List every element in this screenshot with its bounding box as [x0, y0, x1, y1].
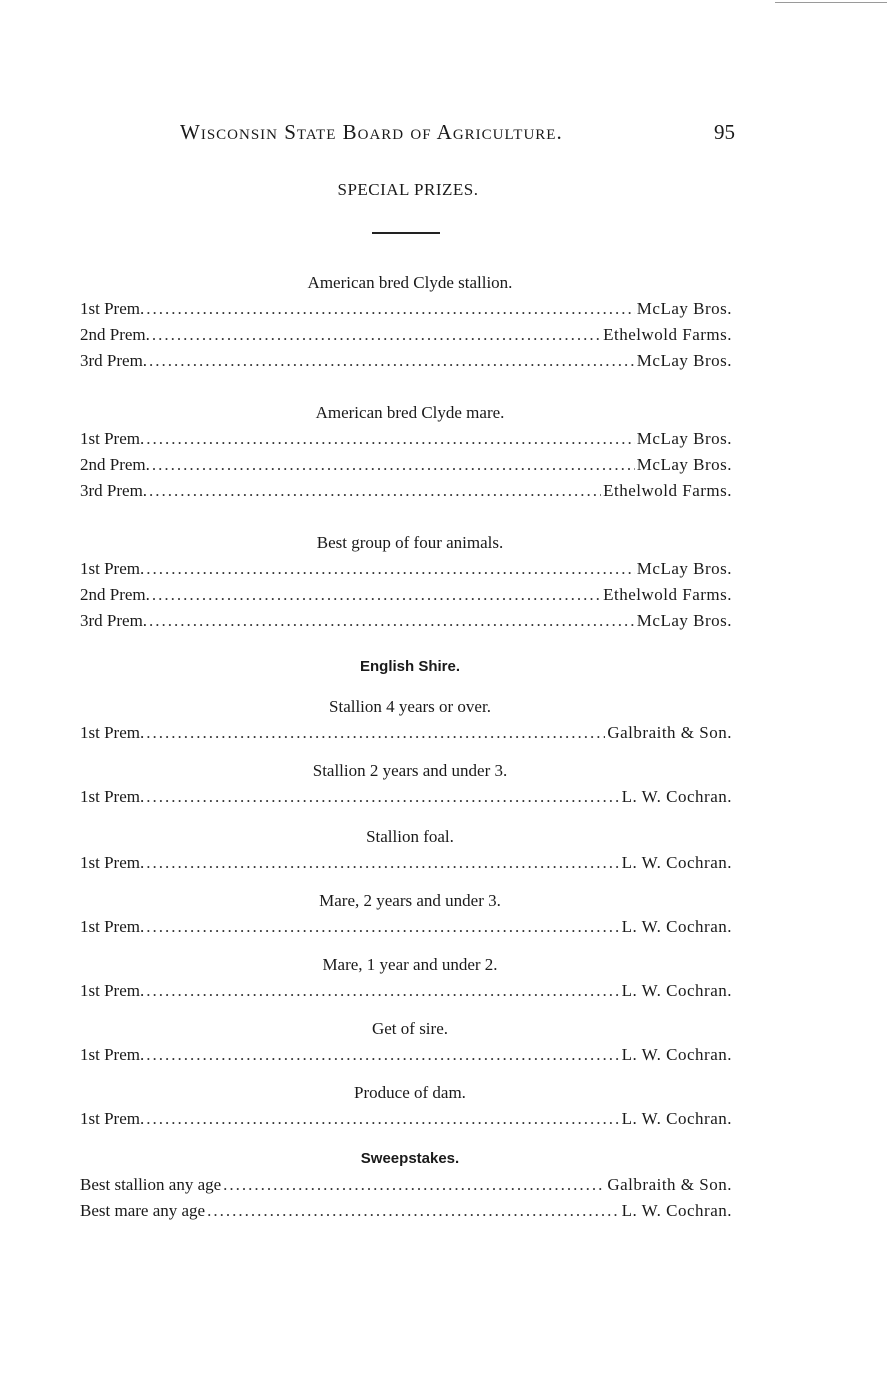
prize-winner: McLay Bros.	[636, 351, 732, 370]
prize-section	[80, 1146, 732, 1224]
prize-label: 1st Prem.	[80, 559, 145, 578]
prize-label: 2nd Prem.	[80, 325, 150, 344]
dot-leader	[149, 348, 635, 374]
prize-section	[80, 530, 732, 634]
prize-label: 3rd Prem.	[80, 351, 148, 370]
prize-label: 2nd Prem.	[80, 455, 150, 474]
prize-label: 3rd Prem.	[80, 611, 148, 630]
prize-label: 1st Prem.	[80, 917, 145, 936]
prize-section	[80, 1016, 732, 1068]
prize-list	[80, 258, 732, 1224]
prize-entry	[80, 452, 732, 478]
prize-entry	[80, 322, 732, 348]
section-heading: American bred Clyde stallion.	[307, 273, 513, 292]
prize-entry	[80, 1172, 732, 1198]
prize-entry	[80, 478, 732, 504]
section-heading: Produce of dam.	[354, 1083, 466, 1102]
prize-winner: McLay Bros.	[636, 559, 732, 578]
section-heading: Mare, 1 year and under 2.	[322, 955, 498, 974]
page-title: SPECIAL PRIZES.	[337, 180, 479, 199]
prize-label: 1st Prem.	[80, 981, 145, 1000]
prize-winner: L. W. Cochran.	[621, 1201, 732, 1220]
prize-entry	[80, 296, 732, 322]
section-heading: Stallion 2 years and under 3.	[312, 761, 508, 780]
running-header	[180, 120, 740, 150]
prize-label: 1st Prem.	[80, 1045, 145, 1064]
prize-entry	[80, 850, 732, 876]
dot-leader	[146, 426, 635, 452]
section-heading: Get of sire.	[371, 1019, 448, 1038]
section-heading: American bred Clyde mare.	[315, 403, 505, 422]
dot-leader	[146, 850, 619, 876]
prize-winner: Galbraith & Son.	[607, 1175, 732, 1194]
prize-entry	[80, 1042, 732, 1068]
prize-label: 1st Prem.	[80, 787, 145, 806]
prize-entry	[80, 1198, 732, 1224]
prize-section	[80, 952, 732, 1004]
dot-leader	[149, 478, 601, 504]
dot-leader	[146, 784, 619, 810]
dot-leader	[146, 296, 635, 322]
prize-winner: Ethelwold Farms.	[603, 325, 732, 344]
prize-entry	[80, 348, 732, 374]
prize-entry	[80, 582, 732, 608]
prize-label: Best stallion any age	[80, 1175, 222, 1194]
dot-leader	[207, 1198, 620, 1224]
dot-leader	[149, 608, 635, 634]
prize-winner: L. W. Cochran.	[621, 787, 732, 806]
prize-section	[80, 270, 732, 374]
dot-leader	[152, 582, 601, 608]
prize-section	[80, 824, 732, 876]
dot-leader	[146, 556, 635, 582]
prize-winner: McLay Bros.	[636, 455, 732, 474]
prize-winner: McLay Bros.	[636, 299, 732, 318]
page-number: 95	[714, 120, 735, 144]
section-heading: Stallion foal.	[366, 827, 454, 846]
section-heading: Stallion 4 years or over.	[329, 697, 491, 716]
prize-section	[80, 694, 732, 746]
prize-entry	[80, 608, 732, 634]
prize-section	[80, 888, 732, 940]
prize-label: Best mare any age	[80, 1201, 206, 1220]
prize-label: 1st Prem.	[80, 429, 145, 448]
dot-leader	[146, 1106, 619, 1132]
prize-winner: Ethelwold Farms.	[603, 585, 732, 604]
dot-leader	[152, 452, 635, 478]
prize-label: 2nd Prem.	[80, 585, 150, 604]
prize-winner: L. W. Cochran.	[621, 853, 732, 872]
prize-entry	[80, 784, 732, 810]
prize-winner: Galbraith & Son.	[607, 723, 732, 742]
dot-leader	[152, 322, 601, 348]
title-rule	[372, 232, 440, 234]
section-heading: Sweepstakes.	[360, 1150, 460, 1167]
prize-label: 1st Prem.	[80, 299, 145, 318]
prize-winner: L. W. Cochran.	[621, 917, 732, 936]
prize-label: 1st Prem.	[80, 853, 145, 872]
prize-label: 1st Prem.	[80, 1109, 145, 1128]
page-edge-line	[775, 2, 887, 3]
prize-entry	[80, 1106, 732, 1132]
prize-winner: McLay Bros.	[636, 611, 732, 630]
section-heading: English Shire.	[359, 658, 461, 675]
prize-entry	[80, 556, 732, 582]
dot-leader	[146, 720, 605, 746]
prize-entry	[80, 914, 732, 940]
prize-section	[80, 758, 732, 810]
prize-label: 3rd Prem.	[80, 481, 148, 500]
section-heading: Best group of four animals.	[316, 533, 504, 552]
prize-entry	[80, 426, 732, 452]
prize-section	[80, 400, 732, 504]
dot-leader	[146, 914, 619, 940]
prize-section	[80, 654, 732, 680]
prize-winner: L. W. Cochran.	[621, 1045, 732, 1064]
dot-leader	[223, 1172, 605, 1198]
prize-label: 1st Prem.	[80, 723, 145, 742]
prize-entry	[80, 720, 732, 746]
prize-winner: Ethelwold Farms.	[603, 481, 732, 500]
prize-entry	[80, 978, 732, 1004]
prize-winner: L. W. Cochran.	[621, 1109, 732, 1128]
section-heading: Mare, 2 years and under 3.	[319, 891, 501, 910]
prize-section	[80, 1080, 732, 1132]
prize-winner: McLay Bros.	[636, 429, 732, 448]
header-title: Wisconsin State Board of Agriculture.	[180, 120, 563, 144]
prize-winner: L. W. Cochran.	[621, 981, 732, 1000]
dot-leader	[146, 978, 619, 1004]
dot-leader	[146, 1042, 619, 1068]
